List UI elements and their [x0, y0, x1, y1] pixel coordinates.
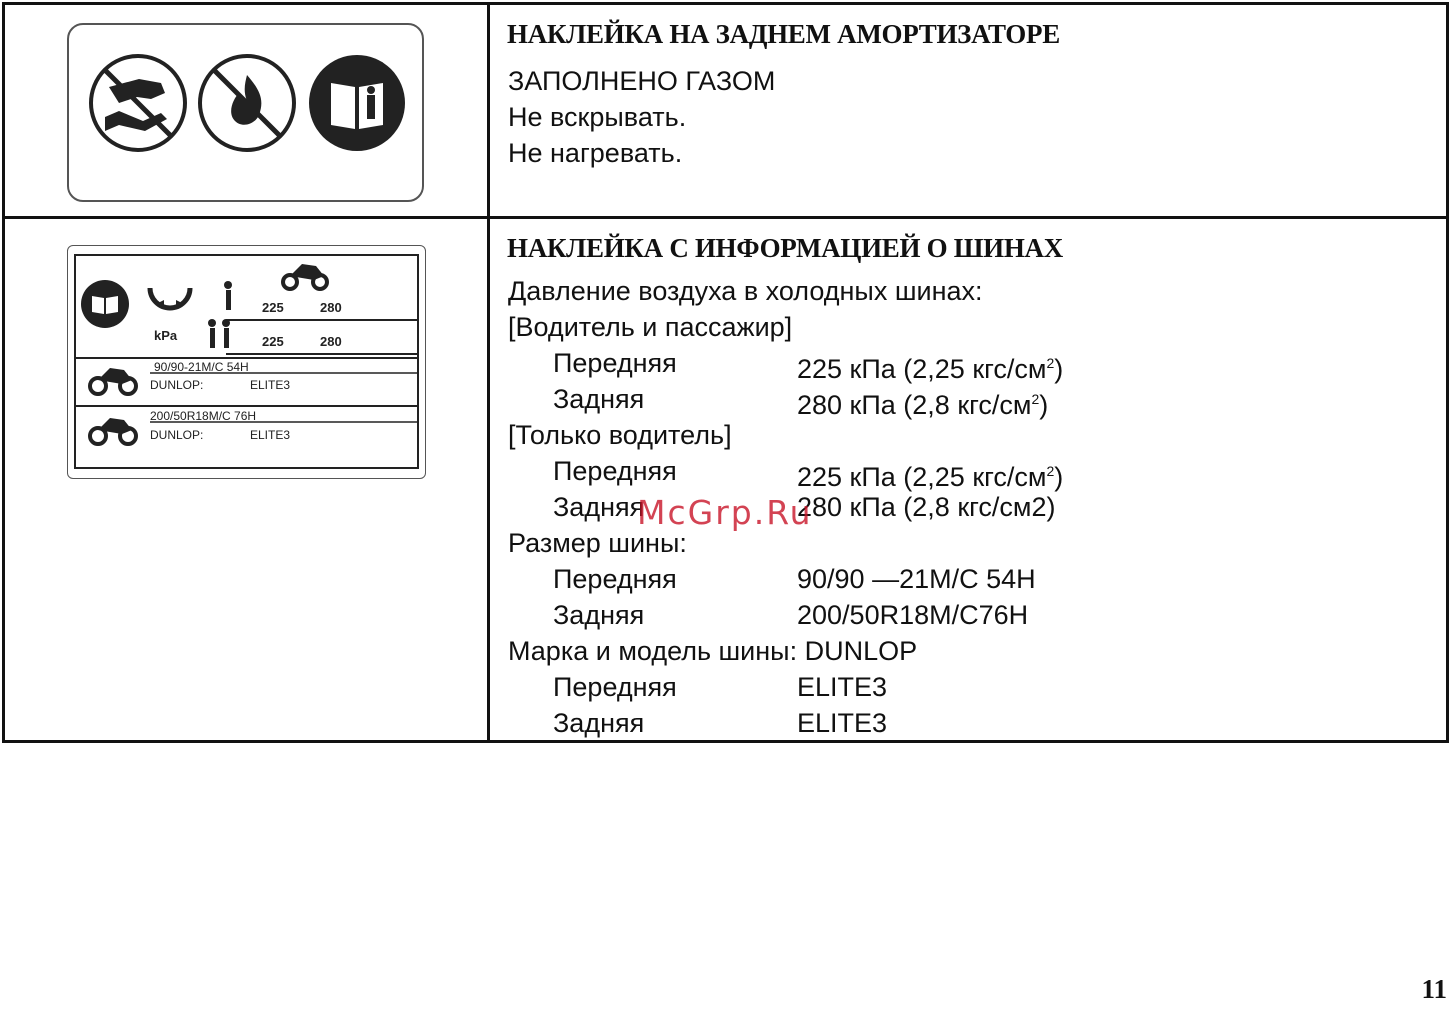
tire-label-front-brand: DUNLOP: [150, 378, 204, 392]
size-rear-value: 200/50R18M/C76H [797, 600, 1029, 630]
pressure-title: Давление воздуха в холодных шинах: [508, 276, 983, 306]
tire-label-rear-brand: DUNLOP: [150, 428, 204, 442]
tire-label-single-rear: 280 [320, 334, 342, 349]
size-front-label: Передняя [553, 564, 677, 594]
section1-line-3: Не нагревать. [508, 138, 683, 168]
tire-label-rear-size: 200/50R18M/C 76H [150, 409, 257, 423]
rp-rear-label: Задняя [553, 384, 645, 414]
section1-line-2: Не вскрывать. [508, 102, 687, 132]
model-front-value: ELITE3 [797, 672, 888, 702]
tire-info-label [67, 245, 426, 479]
rp-front-label: Передняя [553, 348, 677, 378]
no-tamper-icon [91, 56, 185, 150]
r-front-label: Передняя [553, 456, 677, 486]
tire-label-single-front: 225 [262, 334, 284, 349]
tire-label-front-model: ELITE3 [250, 378, 291, 392]
tire-label-pair-rear: 280 [320, 300, 342, 315]
r-rear-value: 280 кПа (2,8 кгс/см2) [797, 492, 1056, 522]
no-fire-icon [200, 56, 294, 150]
model-rear-label: Задняя [553, 708, 645, 738]
tire-info-label-frame [74, 254, 419, 469]
section1-heading: НАКЛЕЙКА НА ЗАДНЕМ АМОРТИЗАТОРЕ [507, 19, 1060, 49]
r-front-value: 225 кПа (2,25 кгс/$см^2$) [797, 462, 1064, 492]
r-rear-label: Задняя [553, 492, 645, 522]
watermark: McGrp.Ru [637, 493, 813, 532]
size-title: Размер шины: [508, 528, 687, 558]
column-divider [487, 5, 490, 740]
tire-label-rear-model: ELITE3 [250, 428, 291, 442]
content-table [2, 2, 1449, 743]
rider-only-title: [Только водитель] [508, 420, 732, 450]
tire-label-front-size: 90/90-21M/C 54H [154, 360, 249, 374]
read-manual-icon [309, 55, 405, 151]
model-rear-value: ELITE3 [797, 708, 888, 738]
tire-label-pair-front: 225 [262, 300, 284, 315]
size-rear-label: Задняя [553, 600, 645, 630]
page-number: 11 [1421, 974, 1447, 1004]
shock-absorber-label [67, 23, 424, 202]
warning-icons [69, 25, 422, 200]
size-front-value: 90/90 —21M/C 54H [797, 564, 1036, 594]
rp-rear-value: 280 кПа (2,8 кгс/$см^2$) [797, 390, 1049, 420]
model-front-label: Передняя [553, 672, 677, 702]
rider-passenger-title: [Водитель и пассажир] [508, 312, 793, 342]
section2-heading: НАКЛЕЙКА С ИНФОРМАЦИЕЙ О ШИНАХ [507, 233, 1063, 263]
section1-line-1: ЗАПОЛНЕНО ГАЗОМ [508, 66, 776, 96]
tire-label-unit: kPa [154, 328, 178, 343]
brand-title: Марка и модель шины: DUNLOP [508, 636, 918, 666]
rp-front-value: 225 кПа (2,25 кгс/$см^2$) [797, 354, 1064, 384]
row-divider [5, 216, 1446, 219]
